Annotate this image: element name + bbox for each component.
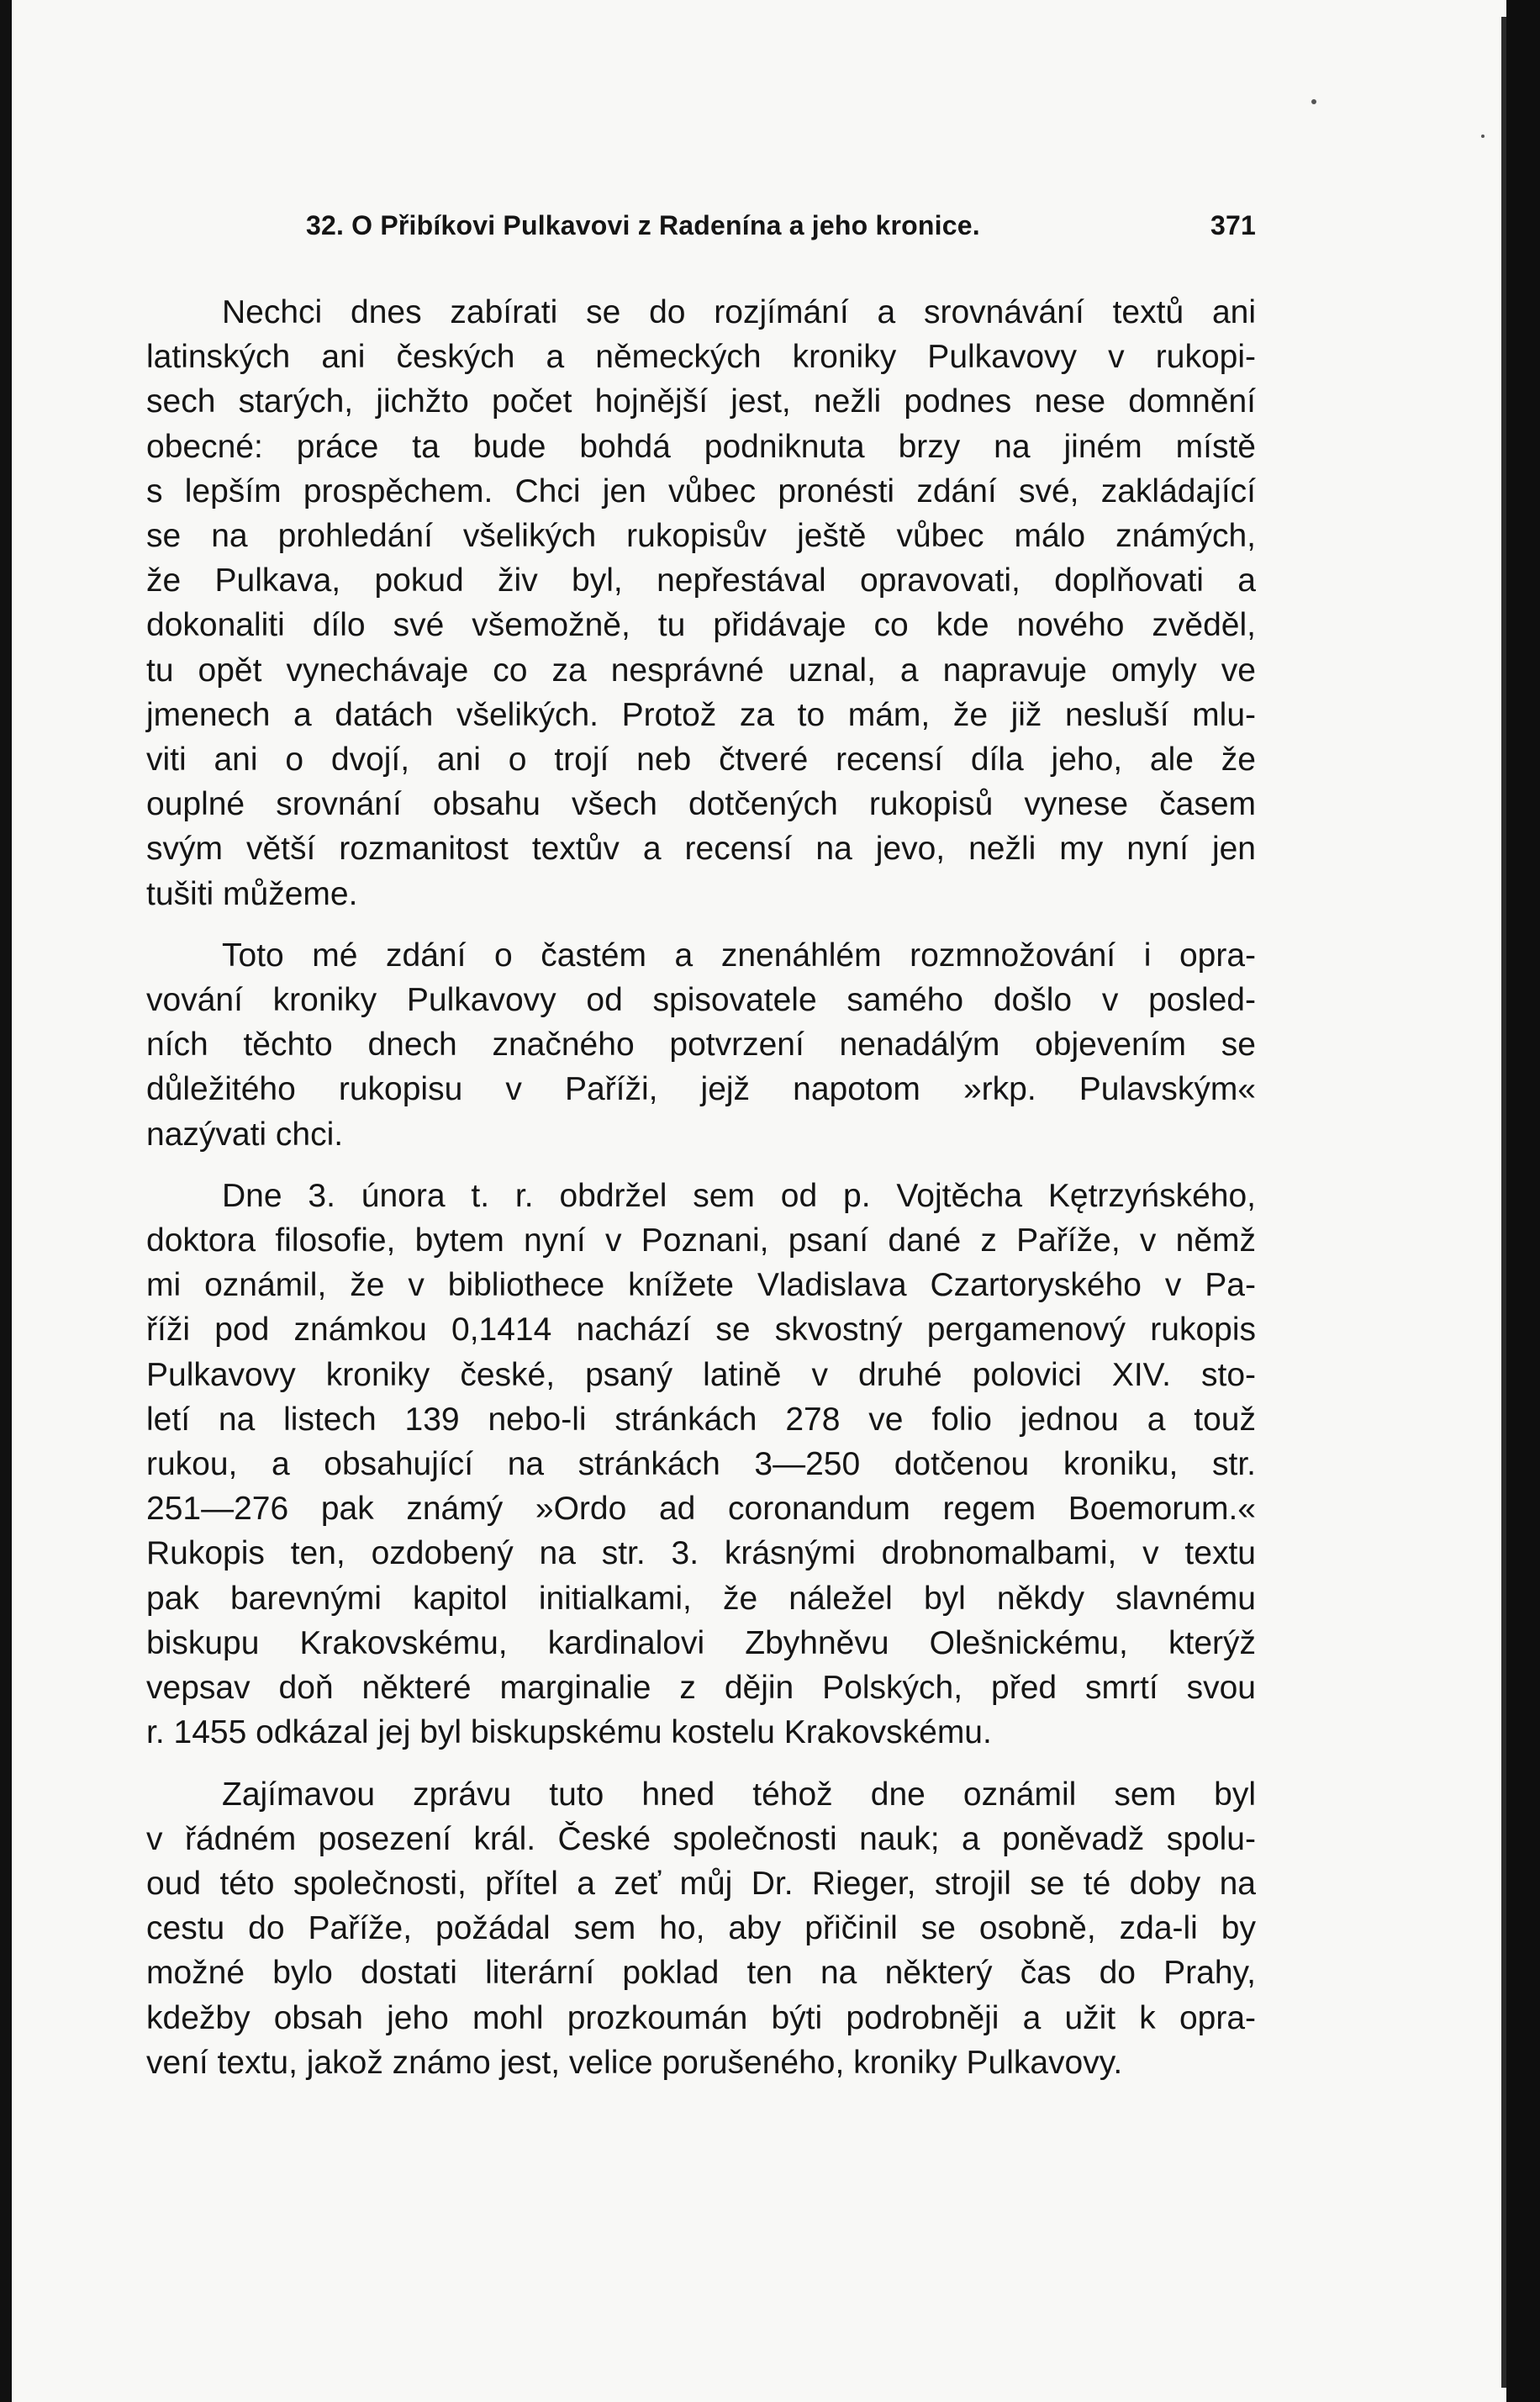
text-line: že Pulkava, pokud živ byl, nepřestával opravovati, doplňovati a: [146, 562, 1256, 599]
running-head: [146, 210, 1256, 241]
text-line: oud této společnosti, přítel a zeť můj Dr. Rieger, strojil se té doby na: [146, 1865, 1256, 1902]
text-line: ouplné srovnání obsahu všech dotčených rukopisů vynese časem: [146, 786, 1256, 823]
text-line: kdežby obsah jeho mohl prozkoumán býti podrobněji a užit k opra-: [146, 1999, 1256, 2036]
text-line: r. 1455 odkázal jej byl biskupskému kostelu Krakovskému.: [146, 1714, 992, 1751]
paragraph-3: [146, 1174, 1256, 1755]
text-line: důležitého rukopisu v Paříži, jejž napotom »rkp. Pulavským«: [146, 1071, 1256, 1108]
text-line: Nechci dnes zabírati se do rozjímání a srovnávání textů ani: [222, 294, 1256, 330]
text-line: svým větší rozmanitost textův a recensí na jevo, nežli my nyní jen: [146, 831, 1256, 868]
text-line: v řádném posezení král. České společnosti nauk; a poněvadž spolu-: [146, 1820, 1256, 1857]
text-line: Zajímavou zprávu tuto hned téhož dne oznámil sem byl: [222, 1776, 1256, 1813]
running-title: 32. O Přibíkovi Pulkavovi z Radenína a jeho kronice.: [306, 210, 980, 240]
paragraph-4: [146, 1772, 1256, 2085]
text-line: Rukopis ten, ozdobený na str. 3. krásnými drobnomalbami, v textu: [146, 1535, 1256, 1572]
text-line: cestu do Paříže, požádal sem ho, aby přičinil se osobně, zda-li by: [146, 1910, 1256, 1947]
scan-left-edge: [0, 0, 12, 2402]
text-line: mi oznámil, že v bibliothece knížete Vladislava Czartoryského v Pa-: [146, 1267, 1256, 1304]
text-line: pak barevnými kapitol initialkami, že náležel byl někdy slavnému: [146, 1580, 1256, 1617]
text-line: nazývati chci.: [146, 1116, 344, 1153]
dust-speck: [1481, 135, 1485, 138]
paragraph-1: [146, 290, 1256, 916]
text-line: s lepším prospěchem. Chci jen vůbec pronésti zdání své, zakládající: [146, 472, 1256, 509]
scan-right-edge: [1506, 0, 1540, 2402]
text-line: sech starých, jichžto počet hojnější jest, nežli podnes nese domnění: [146, 383, 1256, 420]
text-line: se na prohledání všelikých rukopisův ještě vůbec málo známých,: [146, 518, 1256, 555]
text-line: rukou, a obsahující na stránkách 3—250 dotčenou kroniku, str.: [146, 1446, 1256, 1483]
text-line: letí na listech 139 nebo-li stránkách 278 ve folio jednou a touž: [146, 1401, 1256, 1438]
text-line: Pulkavovy kroniky české, psaný latině v druhé polovici XIV. sto-: [146, 1356, 1256, 1393]
text-line: vepsav doň některé marginalie z dějin Polských, před smrtí svou: [146, 1670, 1256, 1707]
text-line: Dne 3. února t. r. obdržel sem od p. Vojtěcha Kętrzyńského,: [222, 1177, 1256, 1214]
page-number: 371: [1210, 210, 1256, 240]
text-line: obecné: práce ta bude bohdá podniknuta brzy na jiném místě: [146, 428, 1256, 465]
text-line: ních těchto dnech značného potvrzení nenadálým objevením se: [146, 1027, 1256, 1064]
text-line: dokonaliti dílo své všemožně, tu přidávaje co kde nového zvěděl,: [146, 607, 1256, 644]
text-line: jmenech a datách všelikých. Protož za to mám, že již nesluší mlu-: [146, 696, 1256, 733]
text-line: 251—276 pak známý »Ordo ad coronandum regem Boemorum.«: [146, 1491, 1256, 1528]
text-line: vení textu, jakož známo jest, velice porušeného, kroniky Pulkavovy.: [146, 2044, 1123, 2081]
text-line: vování kroniky Pulkavovy od spisovatele samého došlo v posled-: [146, 982, 1256, 1019]
text-line: latinských ani českých a německých kroniky Pulkavovy v rukopi-: [146, 339, 1256, 376]
text-line: doktora filosofie, bytem nyní v Poznani, psaní dané z Paříže, v němž: [146, 1222, 1256, 1259]
text-line: možné bylo dostati literární poklad ten na některý čas do Prahy,: [146, 1955, 1256, 1992]
text-line: biskupu Krakovskému, kardinalovi Zbyhněvu Olešnickému, kterýž: [146, 1624, 1256, 1661]
text-line: Toto mé zdání o častém a znenáhlém rozmnožování i opra-: [222, 937, 1256, 974]
text-line: tu opět vynechávaje co za nesprávné uznal, a napravuje omyly ve: [146, 652, 1256, 689]
dust-speck: [1311, 99, 1316, 104]
text-line: tušiti můžeme.: [146, 875, 358, 912]
text-line: říži pod známkou 0,1414 nachází se skvostný pergamenový rukopis: [146, 1312, 1256, 1349]
text-line: viti ani o dvojí, ani o trojí neb čtveré recensí díla jeho, ale že: [146, 742, 1256, 779]
paragraph-2: [146, 933, 1256, 1157]
book-page: [146, 210, 1256, 2102]
body-text: [146, 290, 1256, 2085]
